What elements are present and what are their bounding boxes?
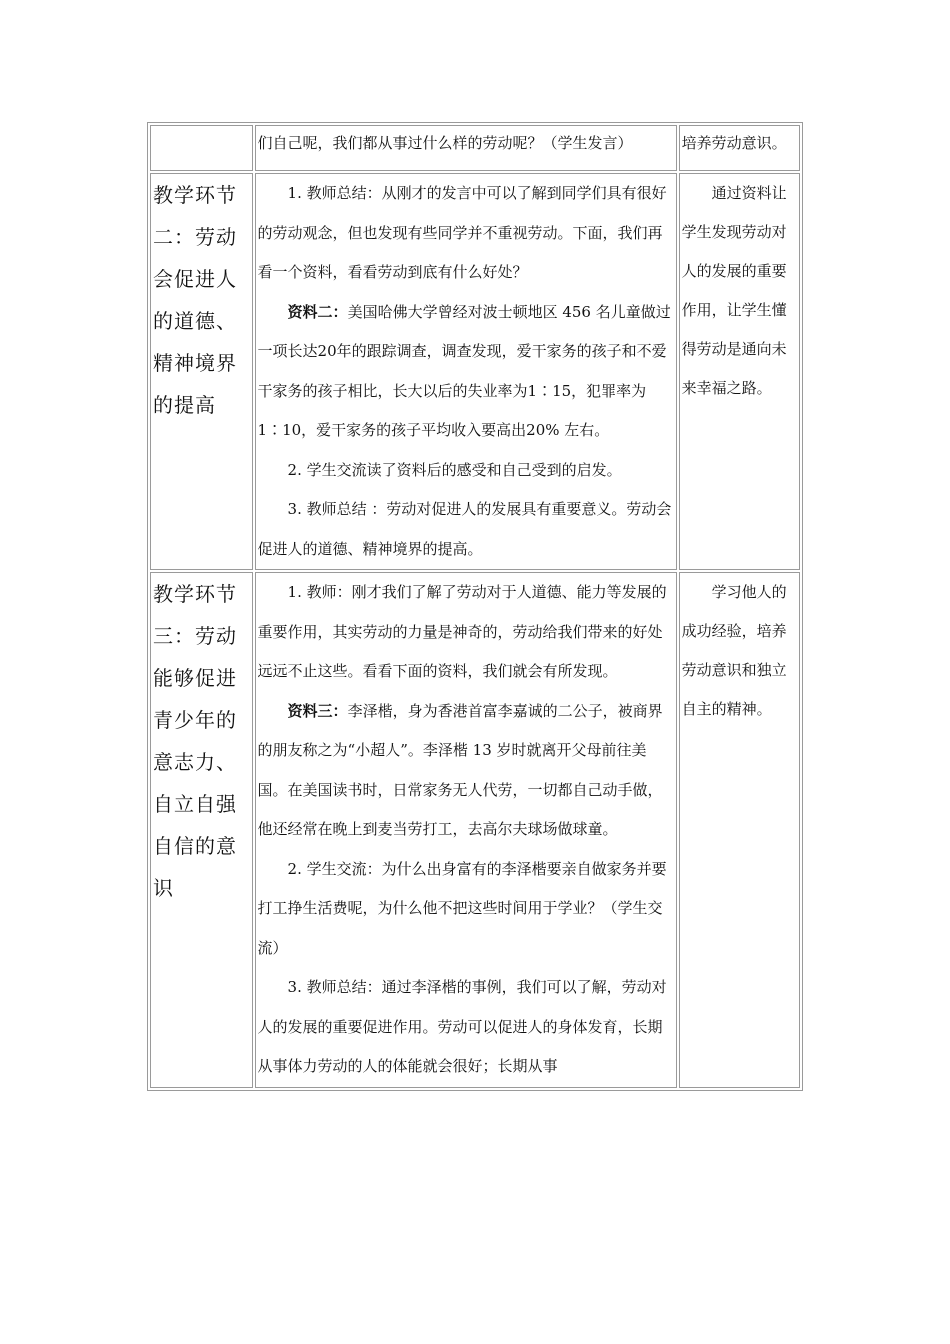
material-paragraph xyxy=(258,692,674,850)
material-label: 资料二： xyxy=(287,302,348,321)
goal-cell xyxy=(679,572,800,1088)
material-paragraph xyxy=(258,293,674,451)
material-text: 李泽楷，身为香港首富李嘉诚的二公子，被商界的朋友称之为“小超人”。李泽楷 13 岁时就离开父母前往美国。在美国读书时，日常家务无人代劳，一切都自己动手做，他还经常在晚上到麦当劳打工，去高尔夫球场做球童。 xyxy=(257,701,663,838)
table-row xyxy=(150,125,800,171)
stage-cell xyxy=(150,572,253,1088)
goal-cell xyxy=(679,173,800,570)
process-paragraph: 2. 学生交流读了资料后的感受和自己受到的启发。 xyxy=(287,460,622,479)
goal-text: 学习他人的成功经验，培养劳动意识和独立自主的精神。 xyxy=(681,583,787,718)
process-paragraph: 1. 教师：刚才我们了解了劳动对于人道德、能力等发展的重要作用，其实劳动的力量是神奇的，劳动给我们带来的好处远远不止这些。看看下面的资料，我们就会有所发现。 xyxy=(257,583,667,680)
material-text: 美国哈佛大学曾经对波士顿地区 456 名儿童做过一项长达20年的跟踪调查，调查发现，爱干家务的孩子和不爱干家务的孩子相比，长大以后的失业率为1∶15，犯罪率为1∶10，爱干家务的孩子平均收入要高出20% 左右。 xyxy=(257,302,671,439)
goal-text: 通过资料让学生发现劳动对人的发展的重要作用，让学生懂得劳动是通向未来幸福之路。 xyxy=(681,184,787,397)
goal-text: 培养劳动意识。 xyxy=(681,134,787,152)
stage-title: 教学环节三：劳动能够促进青少年的意志力、自立自强自信的意识 xyxy=(153,582,237,900)
stage-title: 教学环节二：劳动会促进人的道德、精神境界的提高 xyxy=(153,183,237,417)
table-row xyxy=(150,173,800,570)
process-paragraph: 们自己呢，我们都从事过什么样的劳动呢？（学生发言） xyxy=(257,134,633,152)
process-cell xyxy=(255,125,677,171)
process-paragraph: 3. 教师总结：通过李泽楷的事例，我们可以了解，劳动对人的发展的重要促进作用。劳动可以促进人的身体发育，长期从事体力劳动的人的体能就会很好；长期从事 xyxy=(257,978,667,1075)
process-paragraph: 1. 教师总结：从刚才的发言中可以了解到同学们具有很好的劳动观念，但也发现有些同学并不重视劳动。下面，我们再看一个资料，看看劳动到底有什么好处？ xyxy=(257,184,667,281)
stage-cell xyxy=(150,173,253,570)
process-cell xyxy=(255,173,677,570)
process-paragraph: 3. 教师总结 ：劳动对促进人的发展具有重要意义。劳动会促进人的道德、精神境界的提高。 xyxy=(257,500,672,558)
goal-cell xyxy=(679,125,800,171)
stage-cell xyxy=(150,125,253,171)
process-paragraph: 2. 学生交流：为什么出身富有的李泽楷要亲自做家务并要打工挣生活费呢，为什么他不把这些时间用于学业？（学生交流） xyxy=(257,859,667,957)
table-row xyxy=(150,572,800,1088)
material-label: 资料三： xyxy=(287,701,348,720)
process-cell xyxy=(255,572,677,1088)
lesson-plan-table xyxy=(147,122,803,1091)
